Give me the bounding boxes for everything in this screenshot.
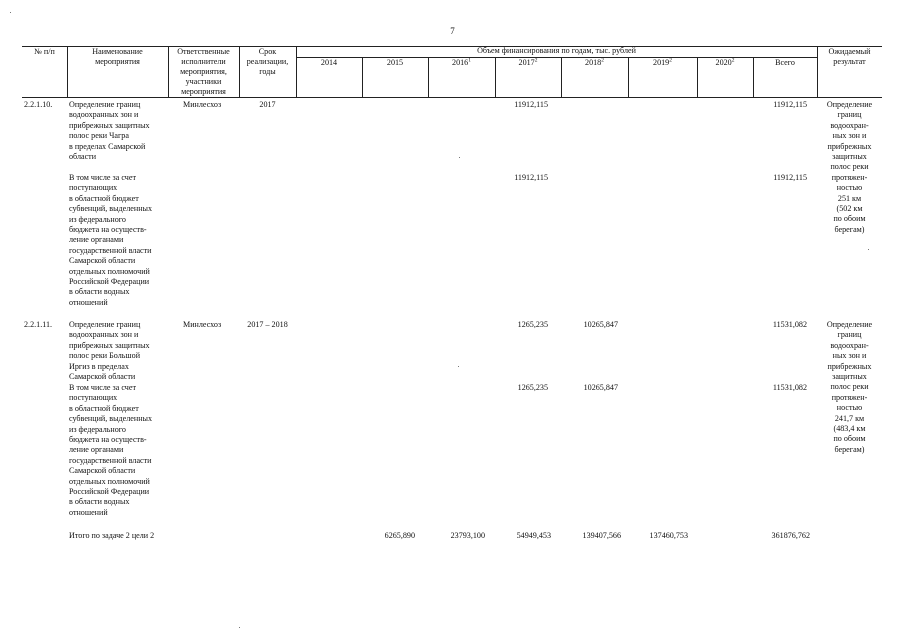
- text-line: водоохранных зон и: [69, 110, 139, 120]
- scan-speck: [868, 249, 869, 250]
- text-line: области: [69, 152, 97, 161]
- text-line: Российской Федерации: [69, 487, 150, 496]
- value-total: 11912,115: [773, 173, 807, 182]
- text-line: ных зон и: [832, 131, 867, 141]
- header-term-line: реализации,: [246, 57, 289, 66]
- text-line: полос реки Чагра: [69, 131, 129, 141]
- totals-2015: 6265,890: [384, 531, 415, 540]
- header-year: 2019$^2$: [653, 57, 672, 67]
- text-line: государственной власти: [69, 455, 152, 465]
- text-line: В том числе за счет: [69, 173, 136, 182]
- text-line: субвенций, выделенных: [69, 414, 153, 424]
- text-line: берегам): [834, 444, 865, 454]
- text-line: субвенций, выделенных: [69, 204, 153, 214]
- header-year: 2018$^2$: [585, 57, 604, 67]
- scan-speck: [459, 157, 460, 158]
- value-total: 11531,082: [772, 320, 807, 329]
- header-name-line: Наименование: [92, 47, 143, 56]
- text-line: 251 км: [837, 193, 862, 203]
- header-name-line: мероприятия: [95, 57, 140, 66]
- header-year: 2017$^2$: [518, 57, 538, 67]
- value-2017: 11912,115: [514, 100, 548, 109]
- text-line: бюджета на осуществ-: [69, 435, 147, 444]
- text-line: ление органами: [69, 445, 124, 455]
- text-line: (502 км: [836, 204, 863, 213]
- value-2017: 11912,115: [514, 173, 548, 182]
- text-line: границ: [837, 330, 862, 340]
- header-resp-line: участники: [185, 77, 222, 86]
- text-line: Определение границ: [69, 320, 141, 329]
- header-resp-line: исполнители: [181, 57, 226, 66]
- text-line: защитных: [832, 372, 867, 381]
- row-term: 2017 – 2018: [247, 320, 288, 329]
- text-line: Российской Федерации: [69, 277, 150, 286]
- header-year: 2015: [386, 58, 404, 67]
- text-line: ностью: [836, 403, 863, 413]
- text-line: Самарской области: [69, 372, 136, 381]
- text-line: протяжен-: [831, 392, 868, 402]
- header-num: № п/п: [34, 47, 55, 56]
- text-line: Определение границ: [69, 100, 141, 109]
- header-funding: Объем финансирования по годам, тыс. рублей: [477, 46, 636, 55]
- row-number: 2.2.1.10.: [24, 100, 53, 109]
- text-line: поступающих: [69, 183, 118, 193]
- text-line: Определение: [826, 320, 873, 329]
- text-line: берегам): [834, 224, 865, 234]
- text-line: в областной бюджет: [69, 403, 139, 413]
- totals-2019: 137460,753: [649, 531, 688, 540]
- text-line: по обоим: [833, 214, 866, 224]
- text-line: полос реки Большой: [69, 351, 141, 361]
- value-total: 11912,115: [773, 100, 807, 109]
- header-year: 2016$^1$: [452, 57, 471, 67]
- text-line: ление органами: [69, 235, 124, 245]
- text-line: прибрежных защитных: [69, 120, 150, 130]
- text-line: Самарской области: [69, 256, 136, 266]
- text-line: в областной бюджет: [69, 193, 139, 203]
- totals-label: Итого по задаче 2 цели 2: [69, 531, 155, 540]
- scan-speck: [10, 12, 11, 13]
- text-line: полос реки: [830, 162, 869, 172]
- scan-speck: [458, 366, 459, 367]
- header-term-line: годы: [259, 67, 276, 76]
- totals-2018: 139407,566: [582, 531, 621, 540]
- row-responsible: Минлесхоз: [183, 320, 222, 329]
- text-line: Определение: [826, 100, 873, 109]
- row-number: 2.2.1.11.: [24, 320, 53, 329]
- text-line: Самарской области: [69, 466, 136, 476]
- text-line: прибрежных защитных: [69, 340, 150, 350]
- text-line: поступающих: [69, 393, 118, 403]
- text-line: из федерального: [69, 424, 126, 434]
- header-result-line: Ожидаемый: [828, 47, 871, 56]
- text-line: в области водных: [69, 287, 130, 297]
- header-total: Всего: [775, 58, 795, 67]
- text-line: водоохран-: [830, 340, 869, 350]
- text-line: водоохран-: [830, 120, 869, 130]
- text-line: полос реки: [830, 382, 869, 392]
- text-line: отношений: [69, 297, 108, 307]
- text-line: ностью: [836, 183, 863, 193]
- text-line: в области водных: [69, 497, 130, 507]
- text-line: прибрежных: [827, 361, 872, 371]
- header-resp-line: Ответственные: [177, 47, 230, 56]
- text-line: протяжен-: [831, 172, 868, 182]
- value-2018: 10265,847: [583, 383, 618, 392]
- text-line: защитных: [832, 152, 867, 161]
- text-line: отношений: [69, 507, 108, 517]
- totals-2017: 54949,453: [516, 531, 551, 540]
- text-line: отдельных полномочий: [69, 266, 150, 276]
- row-responsible: Минлесхоз: [183, 100, 222, 109]
- value-2017: 1265,235: [517, 383, 548, 392]
- row-term: 2017: [259, 100, 276, 109]
- text-line: ных зон и: [832, 351, 867, 361]
- totals-2016: 23793,100: [450, 531, 485, 540]
- header-year: 2020$^2$: [715, 57, 735, 67]
- text-line: границ: [837, 110, 862, 120]
- header-resp-line: мероприятия,: [180, 67, 227, 76]
- text-line: (483,4 км: [833, 424, 866, 433]
- text-line: отдельных полномочий: [69, 476, 150, 486]
- text-line: из федерального: [69, 214, 126, 224]
- text-line: государственной власти: [69, 245, 152, 255]
- scan-speck: [239, 627, 240, 628]
- text-line: в пределах Самарской: [69, 141, 146, 151]
- header-year: 2014: [320, 58, 338, 67]
- text-line: прибрежных: [827, 141, 872, 151]
- text-line: бюджета на осуществ-: [69, 225, 147, 234]
- text-line: Иргиз в пределах: [69, 361, 129, 371]
- text-line: по обоим: [833, 434, 866, 444]
- header-term-line: Срок: [258, 47, 277, 56]
- text-line: водоохранных зон и: [69, 330, 139, 340]
- header-resp-line: мероприятия: [181, 87, 226, 96]
- text-line: В том числе за счет: [69, 383, 136, 392]
- text-line: 241,7 км: [834, 413, 865, 423]
- value-total: 11531,082: [772, 383, 807, 392]
- value-2017: 1265,235: [517, 320, 548, 329]
- totals-total: 361876,762: [771, 531, 810, 540]
- page-number: 7: [450, 26, 455, 36]
- value-2018: 10265,847: [583, 320, 618, 329]
- header-result-line: результат: [833, 57, 866, 66]
